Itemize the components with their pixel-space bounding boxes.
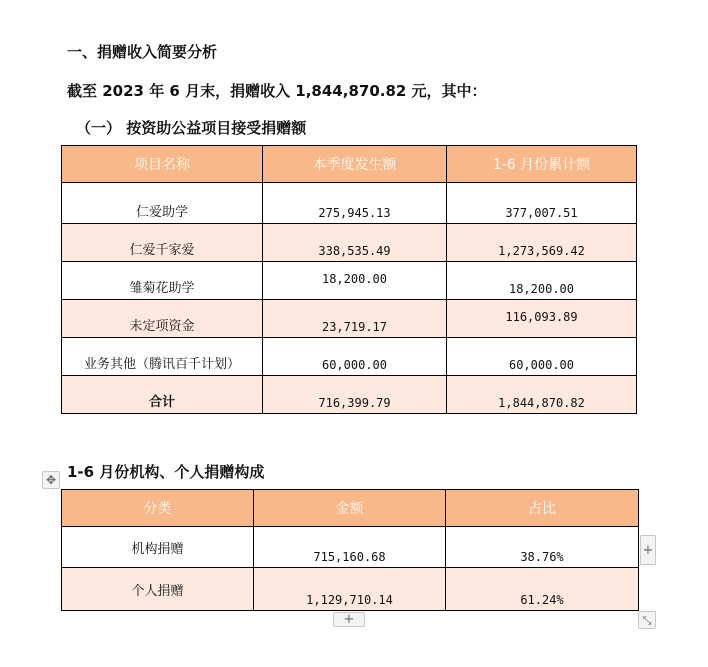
table-row [62,183,637,224]
category-label: 个人捐赠 [62,568,254,611]
table2-title: 1-6 月份机构、个人捐赠构成 [67,463,265,481]
category-label: 机构捐赠 [62,527,254,568]
ytd-amount: 377,007.51 [447,183,637,224]
quarter-amount: 338,535.49 [263,224,447,262]
column-header: 项目名称 [62,146,263,183]
category-amount: 1,129,710.14 [254,568,446,611]
project-name: 未定项资金 [62,300,263,338]
quarter-amount: 60,000.00 [263,338,447,376]
section-title: 一、捐赠收入简要分析 [67,43,218,61]
total-label: 合计 [62,376,263,414]
column-header: 金额 [254,490,446,527]
ytd-amount: 60,000.00 [447,338,637,376]
quarter-amount: 18,200.00 [263,262,447,300]
table-row [62,568,639,611]
project-name: 业务其他（腾讯百千计划） [62,338,263,376]
total-quarter-amount: 716,399.79 [263,376,447,414]
project-name: 仁爱千家爱 [62,224,263,262]
column-header: 1-6 月份累计额 [447,146,637,183]
total-ytd-amount: 1,844,870.82 [447,376,637,414]
category-share: 61.24% [446,568,639,611]
donation-composition-table [61,489,639,611]
table-row [62,224,637,262]
category-amount: 715,160.68 [254,527,446,568]
total-row [62,376,637,414]
ytd-amount: 1,273,569.42 [447,224,637,262]
column-header: 占比 [446,490,639,527]
table-header-row [62,490,639,527]
table-row [62,527,639,568]
sub-title: （一） 按资助公益项目接受捐赠额 [76,119,307,137]
project-name: 雏菊花助学 [62,262,263,300]
add-row-button[interactable]: + [333,612,365,627]
table-row [62,262,637,300]
table-row [62,338,637,376]
column-header: 分类 [62,490,254,527]
add-column-button[interactable]: + [640,535,656,565]
ytd-amount: 116,093.89 [447,300,637,338]
table-resize-handle[interactable]: ⤡ [638,611,656,629]
donation-by-project-table [61,145,637,414]
project-name: 仁爱助学 [62,183,263,224]
table-row [62,300,637,338]
summary-line: 截至 2023 年 6 月末，捐赠收入 1,844,870.82 元，其中： [67,82,487,100]
ytd-amount: 18,200.00 [447,262,637,300]
table-move-handle[interactable]: ✥ [42,471,60,489]
category-share: 38.76% [446,527,639,568]
quarter-amount: 23,719.17 [263,300,447,338]
quarter-amount: 275,945.13 [263,183,447,224]
table-header-row [62,146,637,183]
column-header: 本季度发生额 [263,146,447,183]
